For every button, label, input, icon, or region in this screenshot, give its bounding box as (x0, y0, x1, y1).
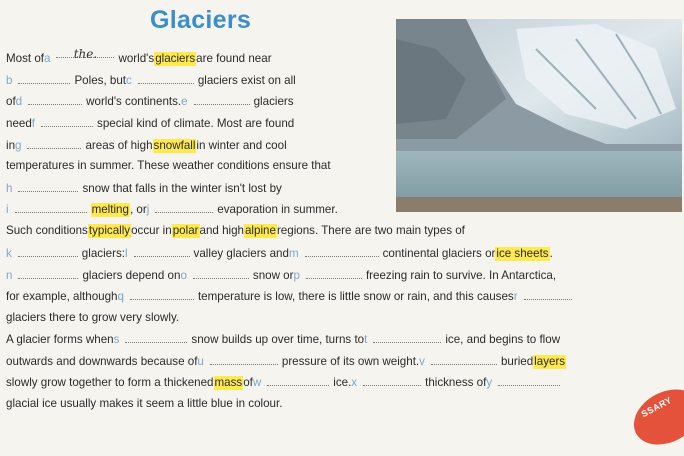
text-line (6, 181, 282, 196)
body-text: glaciers depend on (82, 269, 181, 282)
gap-letter: o (180, 269, 187, 282)
gap-letter: t (364, 333, 368, 346)
text-line (6, 289, 576, 304)
glossary-badge (624, 378, 684, 455)
gap-letter: i (6, 203, 9, 216)
gap-letter: v (419, 355, 425, 368)
body-text: glaciers: (81, 247, 125, 260)
text-line (6, 138, 287, 153)
body-text: buried (500, 355, 534, 368)
gap-fill-blank[interactable] (373, 332, 441, 343)
body-text: Most of (6, 52, 45, 65)
body-text: special kind of climate. Most are found (97, 117, 295, 130)
gap-fill-blank[interactable] (194, 94, 250, 105)
highlighted-word: mass (214, 376, 243, 389)
gap-letter: q (117, 290, 124, 303)
body-text: regions. There are two main types of (276, 224, 465, 237)
gap-fill-blank[interactable] (431, 354, 497, 365)
gap-letter: x (351, 376, 358, 389)
glossary-badge-label: SSARY (639, 394, 674, 420)
gap-fill-blank[interactable] (18, 268, 78, 279)
body-text: need (6, 117, 32, 130)
gap-fill-blank[interactable] (27, 138, 81, 149)
body-text: of (6, 95, 16, 108)
text-line (6, 375, 564, 390)
gap-fill-blank[interactable] (18, 73, 70, 84)
body-text: are found near (196, 52, 272, 65)
highlighted-word: typically (88, 224, 131, 237)
highlighted-word: polar (172, 224, 199, 237)
body-text: world's (118, 52, 155, 65)
text-line (6, 354, 566, 369)
body-text: continental glaciers or (382, 247, 496, 260)
gap-fill-blank[interactable] (155, 202, 213, 213)
body-text: glaciers there to grow very slowly. (6, 311, 180, 324)
gap-letter: k (6, 247, 12, 260)
body-text: glacial ice usually makes it seem a little blue in colour. (6, 397, 283, 410)
gap-letter: m (288, 247, 299, 260)
gap-letter: l (124, 247, 128, 260)
body-text: occur in (131, 224, 172, 237)
gap-letter: u (197, 355, 204, 368)
gap-fill-blank[interactable] (15, 202, 87, 213)
body-text: valley glaciers and (193, 247, 289, 260)
gap-letter: j (146, 203, 150, 216)
body-text: snow builds up over time, turns to (191, 333, 365, 346)
gap-fill-blank[interactable] (125, 332, 187, 343)
gap-letter: c (126, 74, 132, 87)
highlighted-word: alpine (244, 224, 276, 237)
gap-fill-blank[interactable] (363, 375, 421, 386)
text-line (6, 246, 553, 261)
gap-letter: w (252, 376, 262, 389)
gap-letter: d (15, 95, 23, 108)
gap-letter: r (513, 290, 518, 303)
highlighted-word: layers (534, 355, 566, 368)
body-text: evaporation in summer. (217, 203, 338, 216)
body-text: snow or (252, 269, 294, 282)
body-text: world's continents. (86, 95, 182, 108)
gap-letter: s (113, 333, 120, 346)
body-text: A glacier forms when (6, 333, 114, 346)
body-text: pressure of its own weight. (281, 355, 420, 368)
text-line (6, 159, 331, 173)
body-text: glaciers (253, 95, 294, 108)
highlighted-word: glaciers (155, 52, 196, 65)
text-line (6, 116, 294, 131)
gap-fill-blank[interactable] (305, 246, 379, 257)
gap-letter: h (6, 182, 13, 195)
text-line (6, 73, 296, 88)
gap-letter: g (15, 139, 22, 152)
body-text: ice, and begins to flow (445, 333, 561, 346)
gap-fill-blank[interactable] (138, 73, 194, 84)
body-text: glaciers exist on all (197, 74, 296, 87)
text-line (6, 47, 272, 66)
handwritten-answer[interactable]: the. (56, 47, 114, 58)
gap-fill-blank[interactable] (210, 354, 278, 365)
text-line (6, 311, 179, 325)
text-line (6, 332, 560, 347)
highlighted-word: melting (91, 203, 129, 216)
text-line (6, 224, 465, 238)
gap-fill-blank[interactable] (134, 246, 190, 257)
gap-letter: y (486, 376, 493, 389)
text-line (6, 202, 338, 217)
body-text: ice. (333, 376, 352, 389)
body-text: slowly grow together to form a thickened (6, 376, 214, 389)
highlighted-word: snowfall (153, 139, 196, 152)
text-line (6, 397, 282, 411)
text-line (6, 268, 556, 283)
body-text: of (243, 376, 253, 389)
glacier-photo (396, 19, 682, 212)
body-text: temperature is low, there is little snow or rain, and this causes (197, 290, 514, 303)
text-line (6, 94, 294, 109)
gap-fill-blank[interactable] (18, 181, 78, 192)
body-text: outwards and downwards because of (6, 355, 198, 368)
gap-fill-blank[interactable] (18, 246, 78, 257)
body-text: in (6, 139, 16, 152)
gap-fill-blank[interactable] (41, 116, 93, 127)
gap-fill-blank[interactable] (498, 375, 560, 386)
page-title: Glaciers (150, 6, 252, 34)
body-text: areas of high (85, 139, 153, 152)
gap-fill-blank[interactable] (193, 268, 249, 279)
body-text: snow that falls in the winter isn't lost by (82, 182, 282, 195)
gap-letter: f (31, 117, 36, 130)
body-text: for example, although (6, 290, 118, 303)
gap-letter: a (44, 52, 51, 65)
body-text: , or (129, 203, 147, 216)
gap-letter: n (6, 269, 13, 282)
body-text: freezing rain to survive. In Antarctica, (365, 269, 557, 282)
gap-fill-blank[interactable] (28, 94, 82, 105)
gap-fill-blank[interactable] (524, 289, 572, 300)
body-text: thickness of (425, 376, 487, 389)
body-text: . (549, 247, 553, 260)
gap-letter: p (293, 269, 300, 282)
body-text: temperatures in summer. These weather conditions ensure that (6, 159, 331, 172)
gap-letter: b (6, 74, 13, 87)
body-text: in winter and cool (196, 139, 287, 152)
gap-fill-blank[interactable] (267, 375, 329, 386)
gap-fill-blank[interactable] (130, 289, 194, 300)
gap-letter: e (181, 95, 188, 108)
body-text: Such conditions (6, 224, 88, 237)
gap-fill-blank[interactable] (306, 268, 362, 279)
body-text: and high (199, 224, 244, 237)
body-text: Poles, but (74, 74, 127, 87)
highlighted-word: ice sheets (496, 247, 549, 260)
